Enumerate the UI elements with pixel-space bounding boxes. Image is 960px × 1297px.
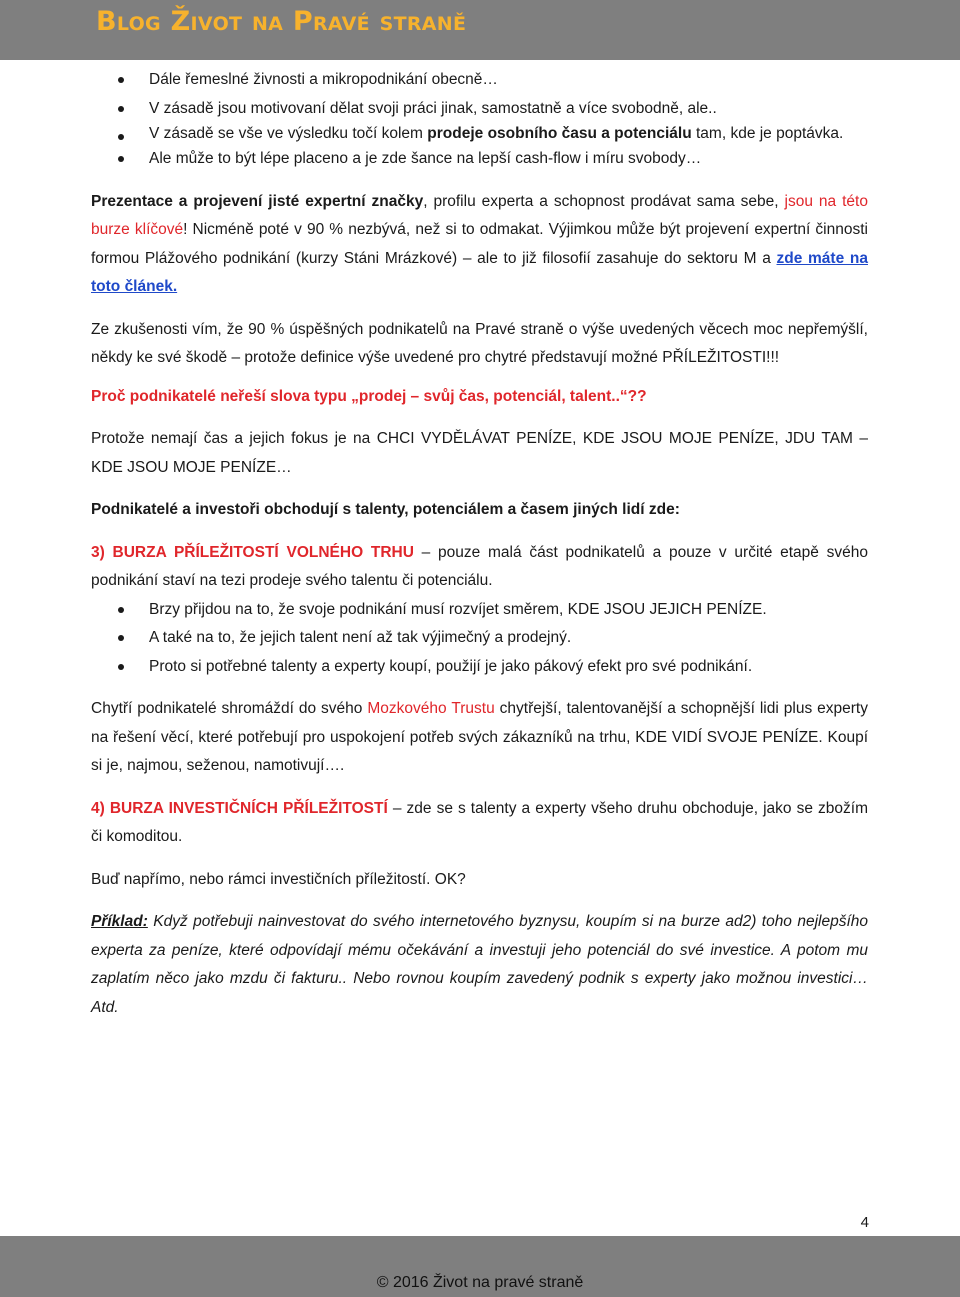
footer-copyright: © 2016 Život na pravé straně [376, 1274, 584, 1291]
article-body [91, 66, 868, 1022]
list-item: V zásadě se vše ve výsledku točí kolem prodeje osobního času a potenciálu tam, kde je poptávka. [91, 123, 868, 145]
section-3-title: 3) BURZA PŘÍLEŽITOSTÍ VOLNÉHO TRHU [91, 543, 414, 561]
paragraph-prezentace: Prezentace a projevení jisté expertní značky, profilu experta a schopnost prodávat sama sebe, jsou na této burze klíčové! Nicméně poté v 90 % nezbývá, než si to odmakat. Výjimkou může být projevení expertní činnosti formou Plážového podnikání (kurzy Stáni Mrázkové) – ale to již filosofií zasahuje do sektoru M a zde máte na toto článek. [91, 192, 868, 295]
bullet-icon [118, 106, 124, 112]
article-link[interactable]: zde máte na toto článek. [91, 249, 868, 295]
list-item: A také na to, že jejich talent není až tak výjimečný a prodejný. [91, 624, 868, 653]
list-item: V zásadě jsou motivovaní dělat svoji práci jinak, samostatně a více svobodně, ale.. [91, 95, 868, 124]
paragraph-fokus: Protože nemají čas a jejich fokus je na CHCI VYDĚLÁVAT PENÍZE, KDE JSOU MOJE PENÍZE, JDU TAM – KDE JSOU MOJE PENÍZE… [91, 430, 868, 476]
section-4-title: 4) BURZA INVESTIČNÍCH PŘÍLEŽITOSTÍ [91, 799, 388, 817]
page-number: 4 [860, 1214, 869, 1231]
bullet-list-top [91, 66, 868, 174]
paragraph-priklad: Příklad: Když potřebuji nainvestovat do svého internetového byznysu, koupím si na burze ad2) toho nejlepšího experta za peníze, které odpovídají mému očekávání a investuji jeho potenciál do své investice. A potom mu zaplatím něco jako mzdu či fakturu.. Nebo rovnou koupím zavedený podnik s experty jako možnou investici… Atd. [91, 913, 868, 1016]
page-header [0, 0, 960, 60]
bullet-icon [118, 134, 124, 140]
section-3: 3) BURZA PŘÍLEŽITOSTÍ VOLNÉHO TRHU – pouze malá část podnikatelů a pouze v určité etapě svého podnikání staví na tezi prodeje svého talentu či potenciálu. [91, 543, 868, 589]
section-4: 4) BURZA INVESTIČNÍCH PŘÍLEŽITOSTÍ – zde se s talenty a experty všeho druhu obchoduje, jako se zbožím či komoditou. [91, 799, 868, 845]
list-item: Proto si potřebné talenty a experty koupí, použijí je jako pákový efekt pro své podnikání. [91, 653, 868, 682]
bullet-icon [118, 156, 124, 162]
bullet-icon [118, 635, 124, 641]
paragraph-naprimo: Buď napřímo, nebo rámci investičních příležitostí. OK? [91, 870, 466, 888]
question-heading: Proč podnikatelé neřeší slova typu „prodej – svůj čas, potenciál, talent..“?? [91, 387, 647, 405]
bullet-icon [118, 77, 124, 83]
bullet-icon [118, 664, 124, 670]
bullet-list-second [91, 596, 868, 682]
paragraph-mozkovy-trust: Chytří podnikatelé shromáždí do svého Mozkového Trustu chytřejší, talentovanější a schopnější lidi plus experty na řešení věcí, které potřebují pro uspokojení potřeb svých zákazníků na trhu, KDE VIDÍ SVOJE PENÍZE. Koupí si je, najmou, seženou, namotivují…. [91, 700, 868, 774]
paragraph-investori: Podnikatelé a investoři obchodují s talenty, potenciálem a časem jiných lidí zde: [91, 501, 680, 518]
list-item: Brzy přijdou na to, že svoje podnikání musí rozvíjet směrem, KDE JSOU JEJICH PENÍZE. [91, 596, 868, 625]
list-item: Ale může to být lépe placeno a je zde šance na lepší cash-flow i míru svobody… [91, 145, 868, 174]
example-label: Příklad: [91, 913, 148, 930]
blog-title: Blog Život na Pravé straně [96, 6, 467, 37]
list-item: Dále řemeslné živnosti a mikropodnikání obecně… [91, 66, 868, 95]
paragraph-zkusenosti: Ze zkušenosti vím, že 90 % úspěšných podnikatelů na Pravé straně o výše uvedených věcech moc nepřemýšlí, někdy ke své škodě – protože definice výše uvedené pro chytré představují možné PŘÍLEŽITOSTI!!! [91, 320, 868, 366]
bullet-icon [118, 607, 124, 613]
